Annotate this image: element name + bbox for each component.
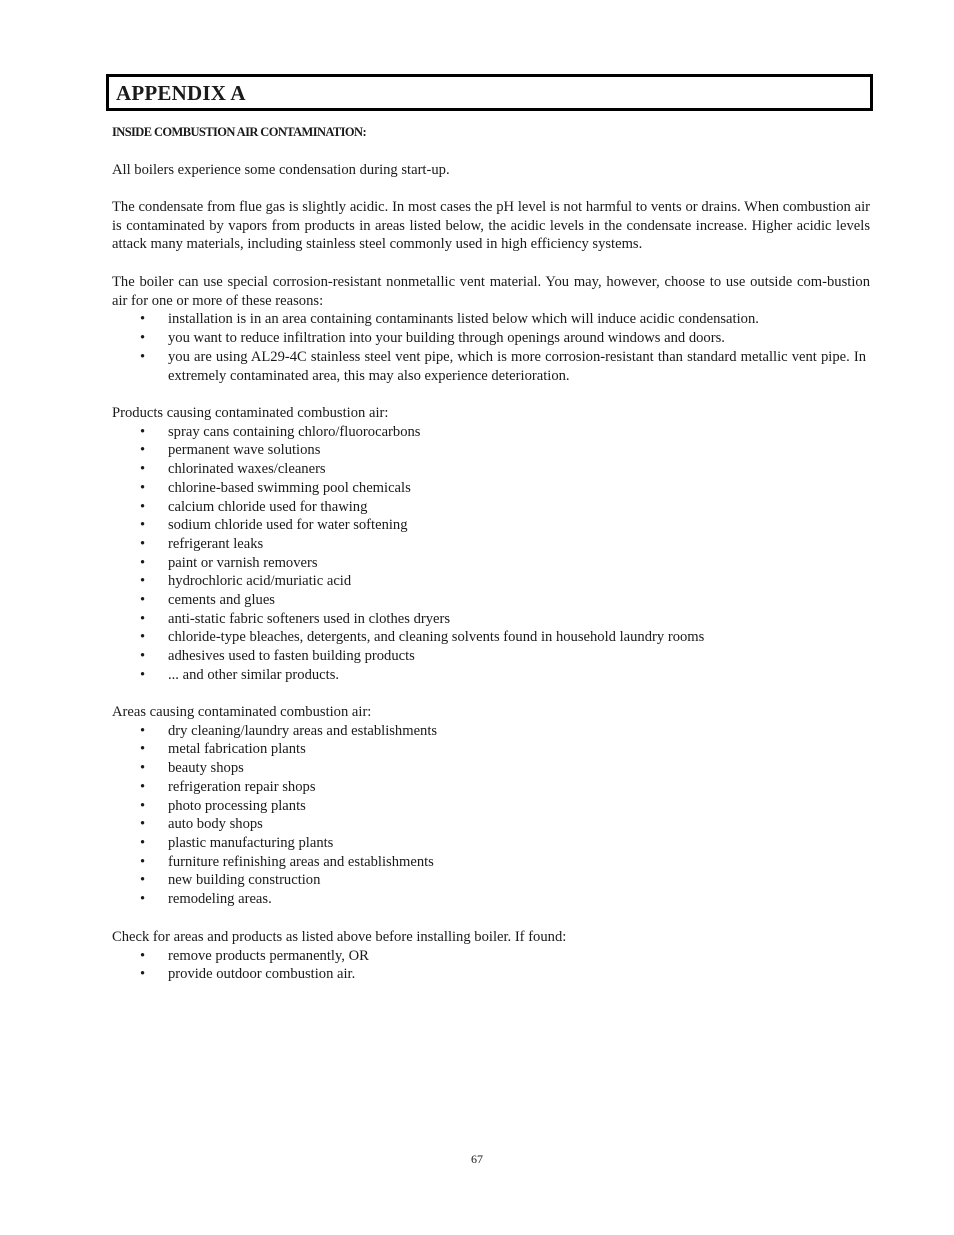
list-item-text: spray cans containing chloro/fluorocarbons (168, 423, 421, 440)
list-item (112, 441, 870, 460)
list-item (112, 890, 870, 909)
list-item-text: paint or varnish removers (168, 554, 318, 571)
bullet-icon: • (140, 741, 146, 758)
bullet-icon: • (140, 517, 146, 534)
intro-paragraph-1: All boilers experience some condensation during start-up. (112, 162, 450, 178)
list-item-text: cements and glues (168, 592, 275, 609)
list-item (112, 965, 870, 984)
list-item-text: chloride-type bleaches, detergents, and cleaning solvents found in household laundry rooms (168, 629, 705, 646)
list-item-text: ... and other similar products. (168, 666, 340, 683)
bullet-icon: • (140, 666, 146, 683)
list-item-text: beauty shops (168, 760, 244, 777)
list-item (112, 871, 870, 890)
list-item-text: furniture refinishing areas and establishments (168, 853, 434, 870)
bullet-icon: • (140, 442, 146, 459)
intro-paragraph-3: The boiler can use special corrosion-resistant nonmetallic vent material. You may, however, choose to use outside com-bustion air for one or more of these reasons: (112, 274, 870, 309)
bullet-icon: • (140, 648, 146, 665)
list-item (112, 759, 870, 778)
list-item (112, 740, 870, 759)
bullet-icon: • (140, 872, 146, 889)
page-number: 67 (471, 1152, 483, 1166)
areas-block (112, 703, 870, 909)
list-item (112, 815, 870, 834)
list-item-text: permanent wave solutions (168, 442, 321, 459)
list-item (112, 947, 870, 966)
list-item (112, 610, 870, 629)
list-item (112, 834, 870, 853)
list-item-text: anti-static fabric softeners used in clothes dryers (168, 610, 451, 627)
appendix-title-box (106, 74, 873, 111)
list-item (112, 535, 870, 554)
reasons-block (112, 273, 870, 385)
areas-list (112, 722, 870, 909)
bullet-icon: • (140, 535, 146, 552)
list-item-text: remodeling areas. (168, 891, 272, 908)
list-item (112, 666, 870, 685)
list-item (112, 460, 870, 479)
list-item-text: provide outdoor combustion air. (168, 966, 356, 983)
check-block (112, 928, 870, 984)
list-item-text: you want to reduce infiltration into your building through openings around windows and doors. (168, 330, 725, 347)
appendix-title: APPENDIX A (116, 81, 246, 105)
bullet-icon: • (140, 311, 146, 328)
list-item (112, 516, 870, 535)
list-item-text: auto body shops (168, 816, 263, 833)
list-item (112, 591, 870, 610)
list-item (112, 722, 870, 741)
bullet-icon: • (140, 891, 146, 908)
list-item-text: metal fabrication plants (168, 741, 306, 758)
products-lead: Products causing contaminated combustion air: (112, 405, 389, 421)
list-item-text: adhesives used to fasten building products (168, 648, 415, 665)
check-lead: Check for areas and products as listed above before installing boiler. If found: (112, 929, 567, 945)
bullet-icon: • (140, 947, 146, 964)
bullet-icon: • (140, 629, 146, 646)
bullet-icon: • (140, 966, 146, 983)
bullet-icon: • (140, 423, 146, 440)
list-item (112, 423, 870, 442)
bullet-icon: • (140, 797, 146, 814)
reasons-list (112, 310, 870, 385)
intro-paragraph-2: The condensate from flue gas is slightly acidic. In most cases the pH level is not harmful to vents or drains. When combustion air is contaminated by vapors from products in areas listed below, the acidic levels in the condensate increase. Higher acidic levels attack many materials, including stainless steel commonly used in high efficiency systems. (112, 199, 870, 253)
list-item-text: installation is in an area containing contaminants listed below which will induce acidic condensation. (168, 311, 759, 328)
bullet-icon: • (140, 722, 146, 739)
list-item-text: new building construction (168, 872, 321, 889)
bullet-icon: • (140, 461, 146, 478)
list-item (112, 647, 870, 666)
list-item-text: photo processing plants (168, 797, 306, 814)
areas-lead: Areas causing contaminated combustion air: (112, 704, 372, 720)
bullet-icon: • (140, 479, 146, 496)
bullet-icon: • (140, 816, 146, 833)
products-list (112, 423, 870, 685)
bullet-icon: • (140, 330, 146, 347)
list-item-text: dry cleaning/laundry areas and establishments (168, 722, 438, 739)
bullet-icon: • (140, 778, 146, 795)
list-item-text: sodium chloride used for water softening (168, 517, 408, 534)
intro-paragraph-2-block (112, 198, 870, 254)
list-item (112, 329, 870, 348)
bullet-icon: • (140, 348, 146, 365)
list-item-text: chlorine-based swimming pool chemicals (168, 479, 411, 496)
bullet-icon: • (140, 834, 146, 851)
list-item-text: plastic manufacturing plants (168, 834, 334, 851)
bullet-icon: • (140, 573, 146, 590)
bullet-icon: • (140, 853, 146, 870)
list-item-text: refrigerant leaks (168, 535, 264, 552)
list-item (112, 554, 870, 573)
list-item-text: refrigeration repair shops (168, 778, 316, 795)
list-item-text: you are using AL29-4C stainless steel vent pipe, which is more corrosion-resistant than standard metallic vent pipe. In extremely contaminated area, this may also experience deterioration. (168, 348, 866, 384)
bullet-icon: • (140, 498, 146, 515)
list-item (112, 778, 870, 797)
intro-paragraph-1-block (112, 161, 870, 180)
bullet-icon: • (140, 592, 146, 609)
bullet-icon: • (140, 554, 146, 571)
bullet-icon: • (140, 760, 146, 777)
list-item (112, 310, 870, 329)
list-item-text: remove products permanently, OR (168, 947, 369, 964)
list-item-text: hydrochloric acid/muriatic acid (168, 573, 352, 590)
list-item (112, 572, 870, 591)
list-item-text: chlorinated waxes/cleaners (168, 461, 326, 478)
list-item (112, 498, 870, 517)
check-list (112, 947, 870, 984)
list-item (112, 853, 870, 872)
list-item (112, 479, 870, 498)
list-item (112, 797, 870, 816)
list-item (112, 348, 870, 385)
list-item-text: calcium chloride used for thawing (168, 498, 368, 515)
products-block (112, 404, 870, 685)
bullet-icon: • (140, 610, 146, 627)
section-heading: INSIDE COMBUSTION AIR CONTAMINATION: (112, 125, 367, 139)
list-item (112, 628, 870, 647)
